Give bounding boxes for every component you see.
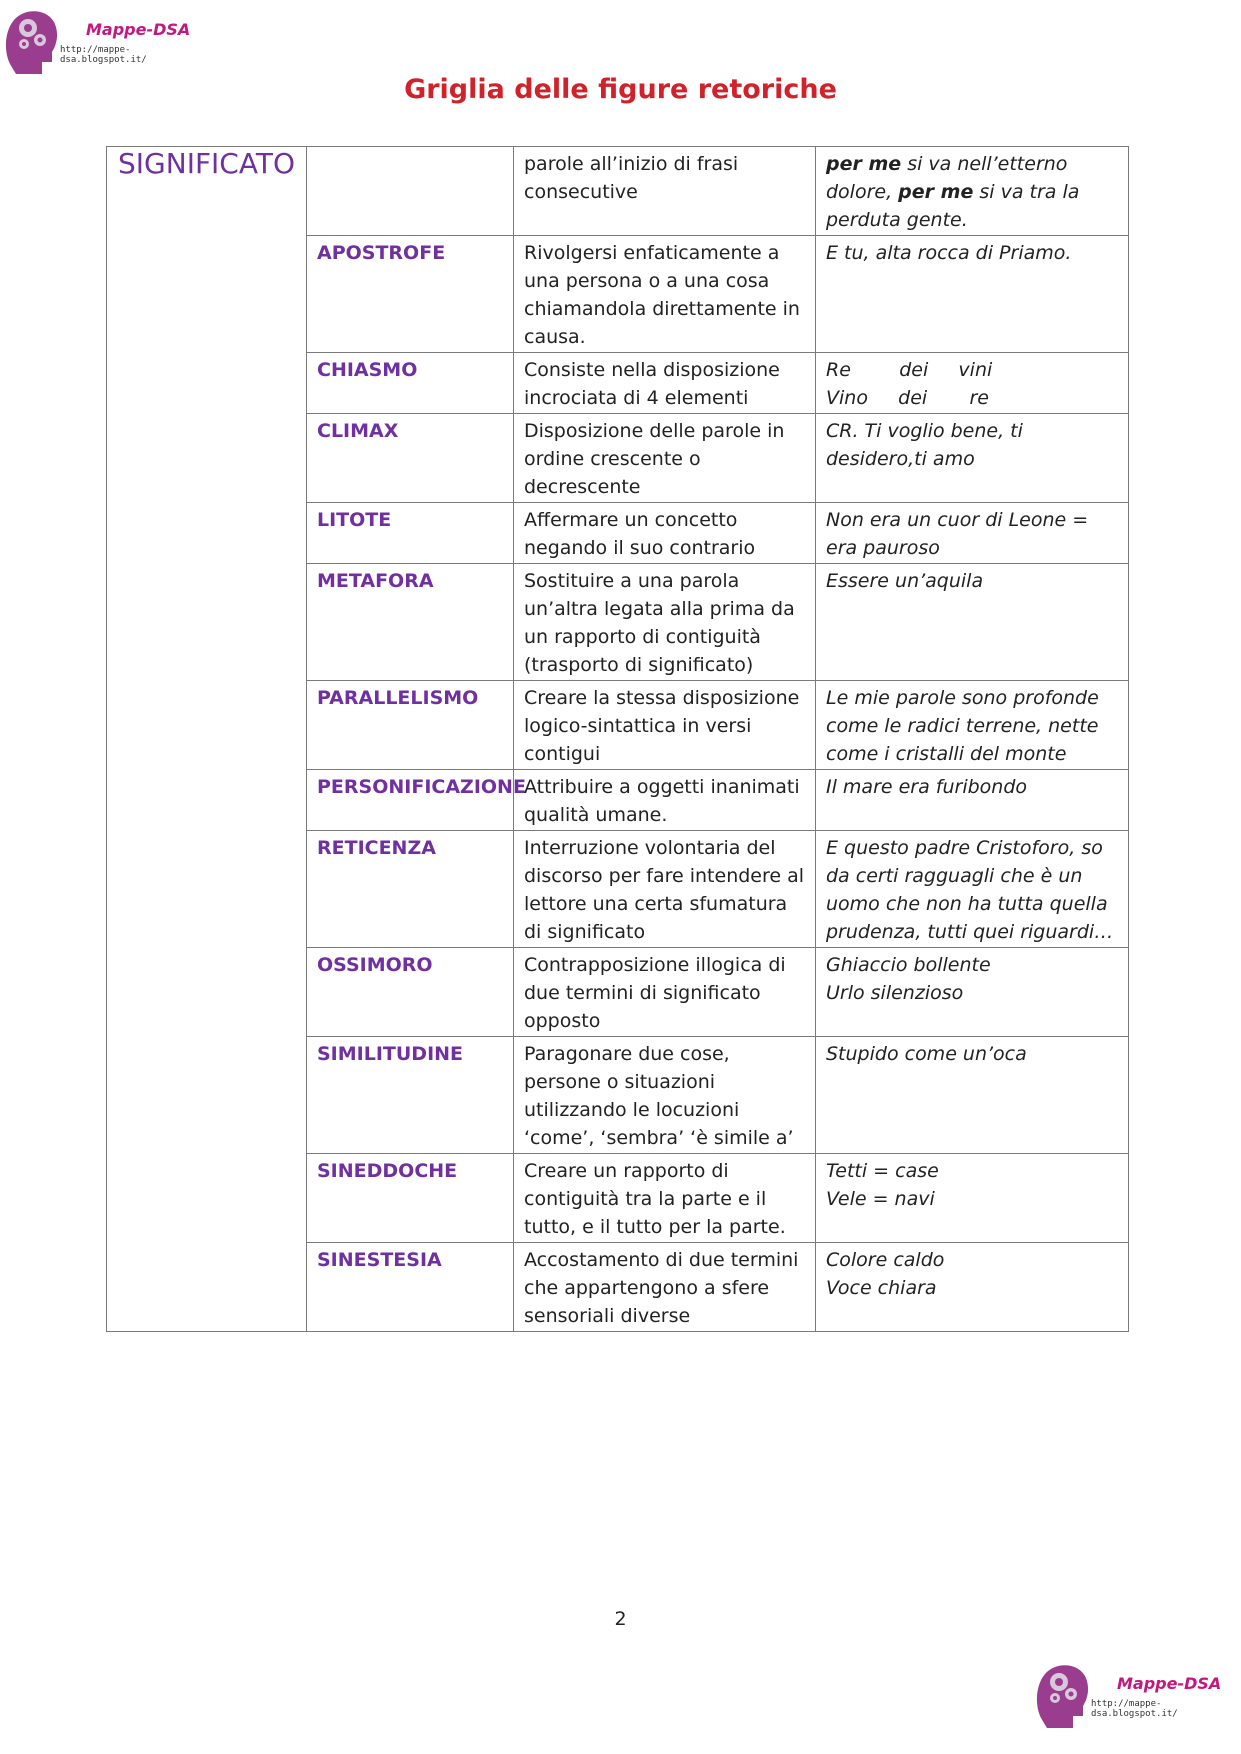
- example-fragment: per me: [898, 181, 974, 203]
- term-cell: [307, 503, 514, 564]
- term-cell: [307, 831, 514, 948]
- term-cell: [307, 948, 514, 1037]
- example-line: Essere un’aquila: [826, 570, 984, 592]
- example-cell: [816, 831, 1129, 948]
- example-cell: [816, 770, 1129, 831]
- definition-cell: [514, 1154, 816, 1243]
- term-cell: [307, 147, 514, 236]
- section-cell: [107, 147, 307, 1332]
- figure-definition: Consiste nella disposizione incrociata di 4 elementi: [524, 359, 780, 409]
- example-cell: [816, 948, 1129, 1037]
- term-cell: [307, 414, 514, 503]
- figure-term: RETICENZA: [317, 837, 436, 859]
- page-title: Griglia delle figure retoriche: [404, 74, 837, 105]
- example-line: CR. Ti voglio bene, ti desidero,ti amo: [826, 420, 1029, 470]
- example-cell: [816, 564, 1129, 681]
- figure-term: METAFORA: [317, 570, 434, 592]
- figure-term: SIMILITUDINE: [317, 1043, 464, 1065]
- figures-table: [106, 146, 1129, 1332]
- example-cell: [816, 236, 1129, 353]
- figure-term: PERSONIFICAZIONE: [317, 776, 526, 798]
- figure-definition: Accostamento di due termini che appartengono a sfere sensoriali diverse: [524, 1249, 799, 1327]
- example-cell: [816, 414, 1129, 503]
- definition-cell: [514, 681, 816, 770]
- logo-bottom: [1033, 1652, 1239, 1740]
- figure-definition: Rivolgersi enfaticamente a una persona o a una cosa chiamandola direttamente in causa.: [524, 242, 800, 348]
- example-line: Ghiaccio bollente: [826, 954, 991, 976]
- example-line: Re dei vini: [826, 359, 993, 381]
- example-line: Vino dei re: [826, 387, 989, 409]
- example-line: Le mie parole sono profonde come le radici terrene, nette come i cristalli del monte: [826, 687, 1105, 765]
- example-line: E tu, alta rocca di Priamo.: [826, 242, 1072, 264]
- figure-definition: Disposizione delle parole in ordine crescente o decrescente: [524, 420, 785, 498]
- logo-top: [2, 0, 204, 84]
- example-cell: [816, 147, 1129, 236]
- brain-gears-icon: [2, 2, 58, 82]
- logo-url[interactable]: http://mappe-dsa.blogspot.it/: [1091, 1698, 1178, 1719]
- page-number: 2: [614, 1608, 627, 1630]
- example-line: Tetti = case: [826, 1160, 939, 1182]
- term-cell: [307, 1243, 514, 1332]
- example-line: Colore caldo: [826, 1249, 945, 1271]
- definition-cell: [514, 503, 816, 564]
- figure-definition: Affermare un concetto negando il suo contrario: [524, 509, 756, 559]
- example-line: E questo padre Cristoforo, so da certi ragguagli che è un uomo che non ha tutta quella prudenza, tutti quei riguardi…: [826, 837, 1114, 943]
- logo-url[interactable]: http://mappe-dsa.blogspot.it/: [60, 44, 147, 65]
- figure-definition: Sostituire a una parola un’altra legata alla prima da un rapporto di contiguità (trasporto di significato): [524, 570, 795, 676]
- figure-definition: Creare la stessa disposizione logico-sintattica in versi contigui: [524, 687, 800, 765]
- term-cell: [307, 1154, 514, 1243]
- term-cell: [307, 564, 514, 681]
- logo-brand: Mappe-DSA: [1117, 1673, 1222, 1693]
- definition-cell: [514, 414, 816, 503]
- example-fragment: si va nell’etterno dolore,: [826, 153, 1074, 203]
- term-cell: [307, 770, 526, 831]
- figure-definition: Paragonare due cose, persone o situazioni utilizzando le locuzioni ‘come’, ‘sembra’ ‘è simile a’: [524, 1043, 794, 1149]
- example-fragment: per me: [826, 153, 902, 175]
- definition-cell: [514, 147, 816, 236]
- term-cell: [307, 1037, 514, 1154]
- example-cell: [816, 681, 1129, 770]
- example-line: Vele = navi: [826, 1188, 935, 1210]
- definition-cell: [514, 948, 816, 1037]
- figure-definition: Creare un rapporto di contiguità tra la parte e il tutto, e il tutto per la parte.: [524, 1160, 786, 1238]
- term-cell: [307, 236, 514, 353]
- figure-definition: Attribuire a oggetti inanimati qualità umane.: [524, 776, 800, 826]
- example-fragment: si va tra la perduta gente.: [826, 181, 1086, 231]
- example-cell: [816, 503, 1129, 564]
- figure-term: LITOTE: [317, 509, 392, 531]
- figure-term: APOSTROFE: [317, 242, 446, 264]
- figure-term: CHIASMO: [317, 359, 418, 381]
- example-cell: [816, 1037, 1129, 1154]
- figure-definition: Contrapposizione illogica di due termini di significato opposto: [524, 954, 786, 1032]
- term-cell: [307, 681, 514, 770]
- table-row: [107, 147, 1129, 236]
- example-line: Urlo silenzioso: [826, 982, 964, 1004]
- definition-cell: [514, 770, 816, 831]
- figure-term: SINEDDOCHE: [317, 1160, 458, 1182]
- example-cell: [816, 353, 1129, 414]
- definition-cell: [514, 1037, 816, 1154]
- example-cell: [816, 1243, 1129, 1332]
- figure-term: OSSIMORO: [317, 954, 433, 976]
- definition-cell: [514, 236, 816, 353]
- definition-cell: [514, 831, 816, 948]
- section-label: SIGNIFICATO: [118, 147, 295, 180]
- figure-definition: Interruzione volontaria del discorso per fare intendere al lettore una certa sfumatura di significato: [524, 837, 805, 943]
- figure-term: CLIMAX: [317, 420, 399, 442]
- logo-brand: Mappe-DSA: [86, 19, 191, 39]
- example-line: Non era un cuor di Leone = era pauroso: [826, 509, 1095, 559]
- example-line: Il mare era furibondo: [826, 776, 1028, 798]
- definition-cell: [514, 353, 816, 414]
- definition-cell: [514, 564, 816, 681]
- figure-term: PARALLELISMO: [317, 687, 479, 709]
- definition-cell: [514, 1243, 816, 1332]
- figure-term: SINESTESIA: [317, 1249, 442, 1271]
- example-line: Stupido come un’oca: [826, 1043, 1027, 1065]
- figure-definition: parole all’inizio di frasi consecutive: [524, 153, 739, 203]
- example-line: Voce chiara: [826, 1277, 937, 1299]
- example-cell: [816, 1154, 1129, 1243]
- brain-gears-icon: [1033, 1656, 1089, 1736]
- term-cell: [307, 353, 514, 414]
